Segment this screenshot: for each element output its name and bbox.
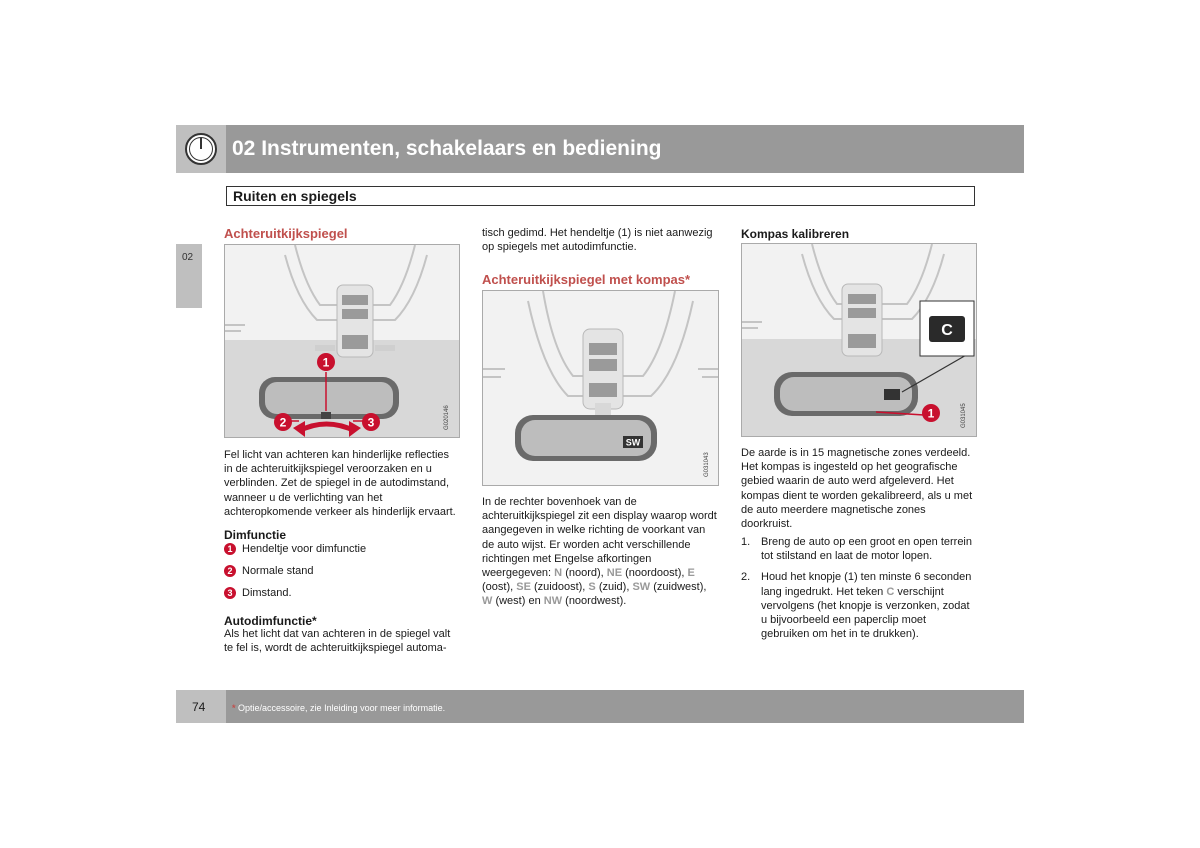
- footnote: [232, 703, 445, 713]
- direction-name: (noordoost): [625, 567, 682, 580]
- dim-function-list: [224, 542, 366, 608]
- direction-code: N: [554, 567, 563, 580]
- list-item: [224, 564, 366, 586]
- chapter-icon-box: [176, 125, 226, 173]
- item-number-badge: 1: [224, 543, 236, 555]
- direction-code: W: [482, 595, 493, 608]
- calibration-illustration: [742, 244, 977, 437]
- callout-2-label: 2: [279, 415, 287, 430]
- figure-code-2: G031043: [704, 452, 710, 477]
- dim-function-heading: Dimfunctie: [224, 528, 287, 542]
- direction-name: (zuidwest): [653, 581, 704, 594]
- mirror-intro-text: [224, 448, 460, 519]
- mirror-intro-paragraph: Fel licht van achteren kan hinderlijke reflecties in de achteruitkijkspiegel veroorzaken en u verblinden. Zet de spiegel in de autodimstand, wanneer u de verlichting van het achteropkomende verkeer als hinderlijk ervaart.: [224, 449, 456, 518]
- auto-dim-text: [224, 627, 460, 655]
- direction-code: S: [588, 581, 596, 594]
- direction-code: SE: [516, 581, 531, 594]
- step-highlight-letter: C: [886, 585, 895, 598]
- item-number-badge: 3: [224, 587, 236, 599]
- direction-name: (noordwest).: [565, 595, 627, 608]
- mirror-dimming-figure: [224, 244, 460, 438]
- compass-mirror-illustration: [483, 291, 719, 486]
- direction-name: (zuidoost): [534, 581, 583, 594]
- item-text: Dimstand.: [242, 587, 292, 599]
- mirror-continued-paragraph: tisch gedimd. Het hendeltje (1) is niet aanwezig op spiegels met autodimfunctie.: [482, 227, 713, 254]
- step-text-part: verschijnt vervolgens (het knopje is verzonken, zodat u bijvoorbeeld een paperclip moet gebruiken om het in te drukken).: [761, 585, 970, 641]
- compass-display-text: SW: [625, 437, 641, 448]
- compass-mirror-figure: [482, 290, 719, 486]
- list-item: [741, 570, 977, 641]
- direction-name: (oost): [482, 581, 511, 594]
- auto-dim-paragraph: Als het licht dat van achteren in de spiegel valt te fel is, wordt de achteruitkijkspiegel automa-: [224, 628, 451, 655]
- step-number: 1.: [741, 536, 751, 548]
- footnote-text: Optie/accessoire, zie Inleiding voor meer informatie.: [238, 703, 446, 713]
- direction-code: NE: [606, 567, 623, 580]
- step-text: [761, 570, 977, 641]
- inset-display-letter: C: [941, 322, 953, 339]
- callout-1-label: 1: [322, 355, 330, 370]
- step-text: Breng de auto op een groot en open terrein tot stilstand en laat de motor lopen.: [761, 536, 972, 563]
- chapter-side-tab-label: 02: [182, 252, 194, 263]
- direction-name: (noord): [565, 567, 601, 580]
- auto-dim-heading: Autodimfunctie*: [224, 614, 317, 628]
- direction-code: NW: [543, 595, 563, 608]
- compass-intro-text: In de rechter bovenhoek van de achteruitkijkspiegel zit een display waarop wordt aangegeven in welke richting de voorkant van de auto wijst. Er worden acht verschillende richtingen met Engelse afkortingen weergegeven:: [482, 496, 717, 580]
- item-text: Normale stand: [242, 565, 314, 577]
- direction-code: E: [687, 567, 695, 580]
- footnote-asterisk: *: [232, 703, 236, 713]
- figure-code-1: G020146: [444, 405, 450, 430]
- gauge-icon: [176, 125, 226, 173]
- direction-name: (zuid): [598, 581, 627, 594]
- direction-code: SW: [632, 581, 651, 594]
- calibration-heading: Kompas kalibreren: [741, 227, 850, 241]
- compass-mirror-heading: Achteruitkijkspiegel met kompas*: [482, 272, 691, 287]
- list-item: [224, 542, 366, 564]
- mirror-continued-text: [482, 226, 718, 254]
- mirror-dimming-illustration: [225, 245, 460, 438]
- direction-name: (west) en: [495, 595, 541, 608]
- item-text: Hendeltje voor dimfunctie: [242, 543, 367, 555]
- calibration-intro-paragraph: De aarde is in 15 magnetische zones verdeeld. Het kompas is ingesteld op het geografische gebied waarin de auto werd afgeleverd. Het kompas dient te worden gekalibreerd, als u met de auto meerdere magnetische zones doorkruist.: [741, 447, 973, 531]
- calibration-figure: [741, 243, 977, 437]
- calibration-intro-text: [741, 446, 977, 531]
- callout-1-label: 1: [927, 406, 935, 421]
- step-number: 2.: [741, 571, 751, 584]
- calibration-steps: [741, 535, 977, 641]
- list-item: [224, 586, 366, 608]
- chapter-title: 02 Instrumenten, schakelaars en bediening: [232, 137, 662, 160]
- step-text-part: Houd het knopje (1) ten minste 6 seconden lang ingedrukt. Het teken: [761, 571, 972, 598]
- compass-mirror-text: [482, 495, 718, 609]
- item-number-badge: 2: [224, 565, 236, 577]
- mirror-heading: Achteruitkijkspiegel: [224, 226, 348, 241]
- compass-mirror-paragraph: In de rechter bovenhoek van de achteruitkijkspiegel zit een display waarop wordt aangegeven in welke richting de voorkant van de auto wijst. Er worden acht verschillende richtingen met Engelse afkortingen weergegeven: N (noord), NE (noordoost), E (oost), SE (zuidoost), S (zuid), SW (zuidwest), W (west) en NW (noordwest).: [482, 496, 717, 608]
- list-item: [741, 535, 977, 563]
- page-number: 74: [192, 700, 206, 714]
- callout-3-label: 3: [367, 415, 375, 430]
- figure-code-3: G031045: [961, 403, 967, 428]
- section-title: Ruiten en spiegels: [233, 188, 357, 204]
